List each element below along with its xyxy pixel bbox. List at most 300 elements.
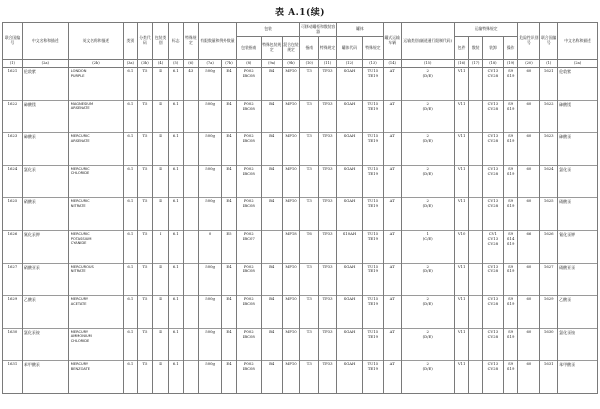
tank-code-special-cell: TU15 TE19 (362, 165, 383, 198)
tank-instruction-cell: T3 (300, 198, 319, 231)
hazard-id-cell: 60 (518, 198, 540, 231)
chinese-name-cell: 硝酸汞 (22, 198, 68, 231)
table-body (3, 68, 598, 394)
special-packing-cell: B4 (261, 68, 282, 101)
special-packing-cell: B4 (261, 133, 282, 166)
english-name-cell: MERCURY ACETATE (68, 296, 123, 329)
tank-instruction-cell: T3 (300, 328, 319, 361)
classification-code-cell: T5 (137, 230, 153, 263)
header-mixed-packing: 混合包装规定 (282, 37, 300, 60)
tank-special-cell: TP33 (319, 230, 337, 263)
classification-code-cell: T5 (137, 263, 153, 296)
header-packaging: 包装 (236, 23, 300, 37)
tank-code-special-cell: TU15 TE19 (362, 133, 383, 166)
col-num: (13) (362, 60, 383, 68)
limited-quantity-cell: 500g (199, 68, 222, 101)
transport-category-cell: 2 (D/E) (401, 296, 454, 329)
english-name-cell: MERCURIC CHLORIDE (68, 165, 123, 198)
excepted-quantity-cell: E5 (222, 230, 237, 263)
transport-category-cell: 2 (D/E) (401, 198, 454, 231)
tank-code-cell: SGAH (336, 165, 362, 198)
table-row (3, 165, 598, 198)
tank-vehicle-cell: AT (383, 230, 401, 263)
operation-cell: S9 S19 (503, 263, 518, 296)
header-packing-group: 包装类别 (153, 23, 169, 60)
hazard-id-cell: 60 (518, 328, 540, 361)
loading-cell: CV1 CV13 CV28 (482, 230, 503, 263)
excepted-quantity-cell: E4 (222, 68, 237, 101)
tank-instruction-cell: T3 (300, 133, 319, 166)
col-num: (15) (401, 60, 454, 68)
header-english-name: 英文名称和描述 (68, 23, 123, 60)
special-provision-cell: 43 (183, 68, 199, 101)
special-packing-cell: B4 (261, 198, 282, 231)
tank-special-cell: TP33 (319, 198, 337, 231)
un-number-cell-2: 1622 (540, 100, 558, 133)
hazard-id-cell: 60 (518, 133, 540, 166)
hazard-id-cell: 60 (518, 361, 540, 394)
tank-special-cell: TP33 (319, 133, 337, 166)
col-num: (7a) (199, 60, 222, 68)
limited-quantity-cell: 500g (199, 328, 222, 361)
tank-instruction-cell: T3 (300, 100, 319, 133)
bulk-cell (469, 361, 483, 394)
special-provision-cell (183, 230, 199, 263)
tank-code-special-cell: TU15 TE19 (362, 296, 383, 329)
packages-cell: V11 (454, 296, 469, 329)
special-provision-cell (183, 361, 199, 394)
un-number-cell: 1627 (3, 263, 23, 296)
col-num: (11) (319, 60, 337, 68)
loading-cell: CV13 CV28 (482, 165, 503, 198)
label-cell: 6.1 (168, 68, 183, 101)
label-cell: 6.1 (168, 100, 183, 133)
class-cell: 6.1 (124, 328, 138, 361)
transport-category-cell: 2 (D/E) (401, 165, 454, 198)
limited-quantity-cell: 500g (199, 296, 222, 329)
mixed-packing-cell: MP10 (282, 361, 300, 394)
mixed-packing-cell: MP10 (282, 133, 300, 166)
mixed-packing-cell: MP18 (282, 230, 300, 263)
table-title: 表 A.1(续) (274, 8, 326, 18)
excepted-quantity-cell: E4 (222, 198, 237, 231)
loading-cell: CV13 CV28 (482, 263, 503, 296)
operation-cell: S9 S19 (503, 328, 518, 361)
chinese-name-cell-2: 伦敦紫 (558, 68, 598, 101)
col-num: (20) (518, 60, 540, 68)
tank-code-special-cell: TU15 TE19 (362, 230, 383, 263)
col-num: (3a) (124, 60, 138, 68)
operation-cell: S9 S19 (503, 133, 518, 166)
col-num: (4) (153, 60, 169, 68)
tank-code-cell: SGAH (336, 296, 362, 329)
chinese-name-cell: 伦敦紫 (22, 68, 68, 101)
table-row (3, 100, 598, 133)
special-provision-cell (183, 296, 199, 329)
class-cell: 6.1 (124, 68, 138, 101)
excepted-quantity-cell: E4 (222, 296, 237, 329)
tank-vehicle-cell: AT (383, 133, 401, 166)
mixed-packing-cell: MP10 (282, 296, 300, 329)
un-number-cell-2: 1626 (540, 230, 558, 263)
chinese-name-cell: 苯甲酸汞 (22, 361, 68, 394)
un-number-cell: 1622 (3, 100, 23, 133)
english-name-cell: MERCURY BENZOATE (68, 361, 123, 394)
operation-cell: S9 S19 (503, 198, 518, 231)
limited-quantity-cell: 0 (199, 230, 222, 263)
special-provision-cell (183, 263, 199, 296)
tank-special-cell: TP33 (319, 165, 337, 198)
tank-code-special-cell: TU15 TE19 (362, 328, 383, 361)
packing-group-cell: Ⅱ (153, 100, 169, 133)
limited-quantity-cell: 500g (199, 263, 222, 296)
tank-code-cell: SGAH (336, 263, 362, 296)
col-num: (10) (300, 60, 319, 68)
col-num: (18) (482, 60, 503, 68)
un-number-cell: 1621 (3, 68, 23, 101)
col-num: (1) (3, 60, 23, 68)
col-num: (17) (469, 60, 483, 68)
english-name-cell: MERCURY AMMONIUM CHLORIDE (68, 328, 123, 361)
header-row-3 (3, 60, 598, 68)
label-cell: 6.1 (168, 165, 183, 198)
packing-instruction-cell: P002 IBC08 (236, 361, 261, 394)
header-un-number-2: 联合国编号 (540, 23, 558, 60)
chinese-name-cell: 砷酸汞 (22, 133, 68, 166)
packages-cell: V11 (454, 328, 469, 361)
packages-cell: V10 (454, 230, 469, 263)
special-provision-cell (183, 133, 199, 166)
un-number-cell: 1631 (3, 361, 23, 394)
english-name-cell: MERCURIC ARSENATE (68, 133, 123, 166)
class-cell: 6.1 (124, 263, 138, 296)
tank-code-cell: SGAH (336, 68, 362, 101)
bulk-cell (469, 165, 483, 198)
tank-code-cell: SGAH (336, 328, 362, 361)
loading-cell: CV13 CV28 (482, 100, 503, 133)
header-packages: 包件 (454, 37, 469, 60)
header-operation: 操作 (503, 37, 518, 60)
header-un-number: 联合国编号 (3, 23, 23, 60)
class-cell: 6.1 (124, 361, 138, 394)
table-row (3, 198, 598, 231)
tank-special-cell: TP33 (319, 328, 337, 361)
mixed-packing-cell: MP10 (282, 198, 300, 231)
chinese-name-cell: 氯化汞 (22, 165, 68, 198)
excepted-quantity-cell: E4 (222, 165, 237, 198)
transport-category-cell: 2 (D/E) (401, 68, 454, 101)
header-labels: 标志 (168, 23, 183, 60)
chinese-name-cell-2: 氯化汞 (558, 165, 598, 198)
header-tank-code: 罐体代码 (336, 37, 362, 60)
header-row-1 (3, 23, 598, 37)
tank-vehicle-cell: AT (383, 165, 401, 198)
packing-group-cell: Ⅱ (153, 133, 169, 166)
header-special-packing: 特殊包装规定 (261, 37, 282, 60)
tank-special-cell: TP33 (319, 361, 337, 394)
special-packing-cell: B4 (261, 165, 282, 198)
packages-cell: V11 (454, 198, 469, 231)
packing-instruction-cell: P002 IBC07 (236, 230, 261, 263)
un-number-cell: 1624 (3, 165, 23, 198)
table-row (3, 68, 598, 101)
table-row (3, 296, 598, 329)
classification-code-cell: T5 (137, 133, 153, 166)
packing-group-cell: Ⅱ (153, 68, 169, 101)
hazard-id-cell: 66 (518, 230, 540, 263)
packages-cell: V11 (454, 68, 469, 101)
mixed-packing-cell: MP10 (282, 165, 300, 198)
un-number-cell-2: 1627 (540, 263, 558, 296)
col-num: (1) (540, 60, 558, 68)
header-transport-category: 运输类别(隧道通行限制代码) (401, 23, 454, 60)
un-number-cell-2: 1629 (540, 296, 558, 329)
header-loading: 装卸 (482, 37, 503, 60)
excepted-quantity-cell: E4 (222, 100, 237, 133)
tank-vehicle-cell: AT (383, 361, 401, 394)
chinese-name-cell-2: 氰化汞钾 (558, 230, 598, 263)
header-tanks: 罐体 (336, 23, 383, 37)
col-num: (12) (336, 60, 362, 68)
packing-instruction-cell: P002 IBC08 (236, 296, 261, 329)
special-provision-cell (183, 198, 199, 231)
excepted-quantity-cell: E4 (222, 328, 237, 361)
loading-cell: CV13 CV28 (482, 198, 503, 231)
dangerous-goods-table (2, 22, 598, 394)
col-num: (3b) (137, 60, 153, 68)
bulk-cell (469, 133, 483, 166)
header-limited-quantities: 有限数量和例外数量 (199, 23, 237, 60)
operation-cell: S9 S19 (503, 165, 518, 198)
tank-code-cell: SGAH (336, 133, 362, 166)
chinese-name-cell-2: 乙酸汞 (558, 296, 598, 329)
special-packing-cell (261, 230, 282, 263)
header-class: 类别 (124, 23, 138, 60)
packing-group-cell: Ⅱ (153, 263, 169, 296)
special-provision-cell (183, 100, 199, 133)
un-number-cell-2: 1625 (540, 198, 558, 231)
un-number-cell-2: 1630 (540, 328, 558, 361)
classification-code-cell: T5 (137, 198, 153, 231)
classification-code-cell: T5 (137, 165, 153, 198)
classification-code-cell: T5 (137, 328, 153, 361)
packing-instruction-cell: P002 IBC08 (236, 133, 261, 166)
tank-vehicle-cell: AT (383, 263, 401, 296)
chinese-name-cell-2: 硝酸亚汞 (558, 263, 598, 296)
transport-category-cell: 1 (C/E) (401, 230, 454, 263)
label-cell: 6.1 (168, 230, 183, 263)
header-tank-code-special: 特殊规定 (362, 37, 383, 60)
class-cell: 6.1 (124, 230, 138, 263)
operation-cell: S9 S19 (503, 361, 518, 394)
english-name-cell: LONDON PURPLE (68, 68, 123, 101)
transport-category-cell: 2 (D/E) (401, 263, 454, 296)
excepted-quantity-cell: E4 (222, 263, 237, 296)
chinese-name-cell: 氰化汞钾 (22, 230, 68, 263)
header-special-provisions: 特殊规定 (183, 23, 199, 60)
chinese-name-cell-2: 砷酸镁 (558, 100, 598, 133)
un-number-cell: 1629 (3, 296, 23, 329)
label-cell: 6.1 (168, 328, 183, 361)
hazard-id-cell: 60 (518, 165, 540, 198)
packing-instruction-cell: P002 IBC08 (236, 328, 261, 361)
packing-group-cell: Ⅱ (153, 361, 169, 394)
packing-instruction-cell: P002 IBC08 (236, 68, 261, 101)
excepted-quantity-cell: E4 (222, 133, 237, 166)
chinese-name-cell-2: 氯化汞铵 (558, 328, 598, 361)
label-cell: 6.1 (168, 133, 183, 166)
col-num: (2a) (22, 60, 68, 68)
special-provision-cell (183, 328, 199, 361)
operation-cell: S9 S19 (503, 68, 518, 101)
class-cell: 6.1 (124, 133, 138, 166)
packing-instruction-cell: P002 IBC08 (236, 263, 261, 296)
bulk-cell (469, 328, 483, 361)
mixed-packing-cell: MP10 (282, 263, 300, 296)
tank-instruction-cell: T3 (300, 165, 319, 198)
col-num: (7b) (222, 60, 237, 68)
bulk-cell (469, 296, 483, 329)
table-row (3, 328, 598, 361)
hazard-id-cell: 60 (518, 263, 540, 296)
class-cell: 6.1 (124, 198, 138, 231)
table-row (3, 230, 598, 263)
tank-code-special-cell: TU15 TE19 (362, 198, 383, 231)
packing-group-cell: Ⅱ (153, 296, 169, 329)
packing-instruction-cell: P002 IBC08 (236, 100, 261, 133)
col-num: (9a) (261, 60, 282, 68)
packages-cell: V11 (454, 133, 469, 166)
loading-cell: CV13 CV28 (482, 328, 503, 361)
packing-group-cell: Ⅱ (153, 198, 169, 231)
tank-vehicle-cell: AT (383, 100, 401, 133)
classification-code-cell: T5 (137, 100, 153, 133)
un-number-cell: 1626 (3, 230, 23, 263)
mixed-packing-cell: MP10 (282, 100, 300, 133)
chinese-name-cell-2: 苯甲酸汞 (558, 361, 598, 394)
hazard-id-cell: 60 (518, 100, 540, 133)
header-classification-code: 分类代码 (137, 23, 153, 60)
tank-special-cell: TP33 (319, 296, 337, 329)
special-packing-cell: B4 (261, 100, 282, 133)
tank-code-cell: SGAH (336, 198, 362, 231)
chinese-name-cell: 砷酸镁 (22, 100, 68, 133)
classification-code-cell: T5 (137, 361, 153, 394)
header-hazard-id: 危险性识别号 (518, 23, 540, 60)
tank-instruction-cell: T3 (300, 296, 319, 329)
un-number-cell-2: 1631 (540, 361, 558, 394)
class-cell: 6.1 (124, 100, 138, 133)
transport-category-cell: 2 (D/E) (401, 100, 454, 133)
limited-quantity-cell: 500g (199, 133, 222, 166)
un-number-cell: 1623 (3, 133, 23, 166)
col-num: (2a) (558, 60, 598, 68)
packages-cell: V11 (454, 100, 469, 133)
limited-quantity-cell: 500g (199, 165, 222, 198)
packing-instruction-cell: P002 IBC08 (236, 165, 261, 198)
packages-cell: V11 (454, 165, 469, 198)
operation-cell: S9 S14 S19 (503, 230, 518, 263)
limited-quantity-cell: 500g (199, 361, 222, 394)
tank-code-special-cell: TU15 TE19 (362, 68, 383, 101)
col-num: (19) (503, 60, 518, 68)
label-cell: 6.1 (168, 361, 183, 394)
header-chinese-name: 中文名称和描述 (22, 23, 68, 60)
table-row (3, 361, 598, 394)
header-tank-special: 特殊规定 (319, 37, 337, 60)
hazard-id-cell: 60 (518, 68, 540, 101)
hazard-id-cell: 60 (518, 296, 540, 329)
transport-category-cell: 2 (D/E) (401, 133, 454, 166)
tank-instruction-cell: T6 (300, 230, 319, 263)
packing-instruction-cell: P002 IBC08 (236, 198, 261, 231)
mixed-packing-cell: MP10 (282, 328, 300, 361)
tank-code-cell: SGAH (336, 361, 362, 394)
bulk-cell (469, 100, 483, 133)
un-number-cell: 1630 (3, 328, 23, 361)
un-number-cell: 1625 (3, 198, 23, 231)
transport-category-cell: 2 (D/E) (401, 328, 454, 361)
col-num: (16) (454, 60, 469, 68)
tank-code-cell: SGAH (336, 100, 362, 133)
special-packing-cell: B4 (261, 361, 282, 394)
bulk-cell (469, 230, 483, 263)
loading-cell: CV13 CV28 (482, 361, 503, 394)
classification-code-cell: T5 (137, 68, 153, 101)
english-name-cell: MAGNESIUM ARSENATE (68, 100, 123, 133)
limited-quantity-cell: 500g (199, 198, 222, 231)
tank-vehicle-cell: AT (383, 328, 401, 361)
bulk-cell (469, 198, 483, 231)
loading-cell: CV13 CV28 (482, 68, 503, 101)
tank-special-cell: TP33 (319, 100, 337, 133)
tank-vehicle-cell: AT (383, 68, 401, 101)
packages-cell: V11 (454, 361, 469, 394)
tank-instruction-cell: T3 (300, 68, 319, 101)
tank-code-special-cell: TU15 TE19 (362, 263, 383, 296)
chinese-name-cell: 乙酸汞 (22, 296, 68, 329)
packing-group-cell: I (153, 230, 169, 263)
limited-quantity-cell: 500g (199, 100, 222, 133)
chinese-name-cell-2: 硝酸汞 (558, 198, 598, 231)
un-number-cell-2: 1624 (540, 165, 558, 198)
col-num: (5) (168, 60, 183, 68)
loading-cell: CV13 CV28 (482, 296, 503, 329)
packing-group-cell: Ⅱ (153, 165, 169, 198)
bulk-cell (469, 263, 483, 296)
tank-special-cell: TP33 (319, 68, 337, 101)
packages-cell: V11 (454, 263, 469, 296)
header-portable-tanks: 可移动罐柜和散装容器 (300, 23, 337, 37)
special-packing-cell: B4 (261, 328, 282, 361)
english-name-cell: MERCURIC POTASSIUM CYANIDE (68, 230, 123, 263)
header-bulk: 散装 (469, 37, 483, 60)
loading-cell: CV13 CV28 (482, 133, 503, 166)
tank-special-cell: TP33 (319, 263, 337, 296)
tank-code-special-cell: TU15 TE19 (362, 100, 383, 133)
header-tank-instructions: 指南 (300, 37, 319, 60)
bulk-cell (469, 68, 483, 101)
excepted-quantity-cell: E4 (222, 361, 237, 394)
col-num: (8) (236, 60, 261, 68)
tank-instruction-cell: T3 (300, 263, 319, 296)
chinese-name-cell: 氯化汞铵 (22, 328, 68, 361)
special-packing-cell: B4 (261, 263, 282, 296)
col-num: (9b) (282, 60, 300, 68)
col-num: (6) (183, 60, 199, 68)
operation-cell: S9 S19 (503, 296, 518, 329)
col-num: (2b) (68, 60, 123, 68)
